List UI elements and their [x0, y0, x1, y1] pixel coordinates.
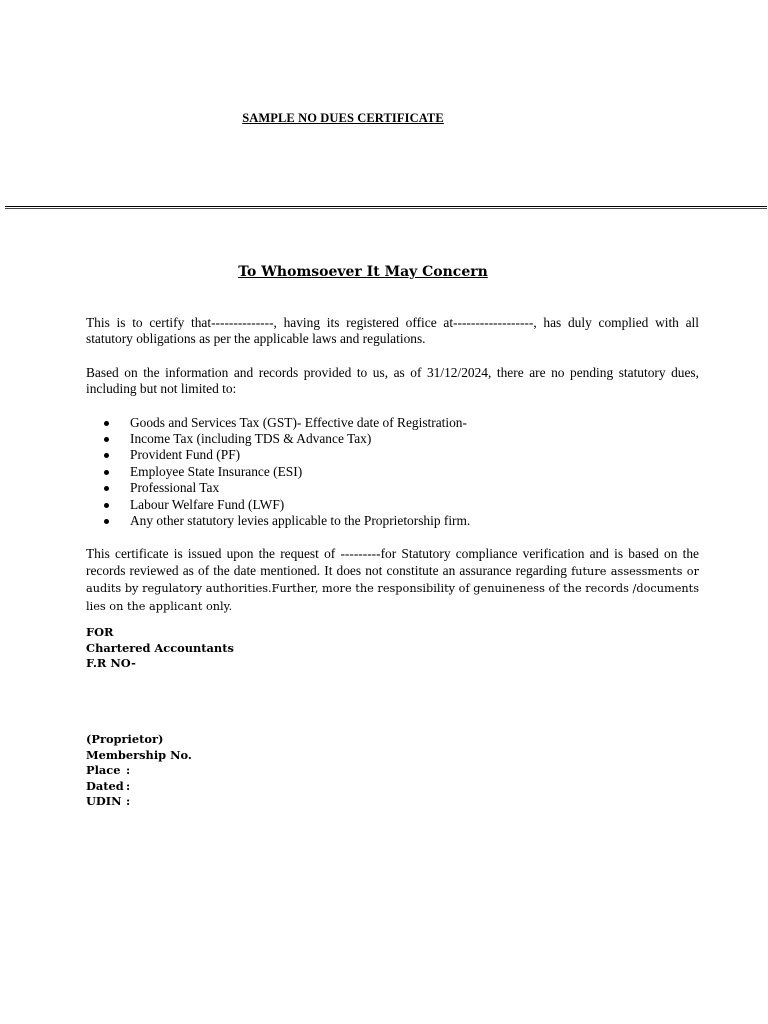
records-paragraph: Based on the information and records provided to us, as of 31/12/2024, there are no pending statutory dues, including but not limited to:: [86, 364, 699, 397]
list-item: Provident Fund (PF): [86, 447, 699, 463]
bullet-icon: [104, 486, 109, 491]
dated-label: Dated: [86, 778, 124, 793]
request-paragraph: [86, 546, 699, 615]
bullet-icon: [104, 470, 109, 475]
bullet-icon: [104, 421, 109, 426]
proprietor-block: [86, 732, 192, 810]
udin-separator: :: [126, 794, 131, 809]
bullet-icon: [104, 453, 109, 458]
certificate-body: [86, 315, 699, 615]
dues-list: [86, 415, 699, 530]
header-divider: [5, 206, 767, 207]
list-item: Labour Welfare Fund (LWF): [86, 497, 699, 513]
frn-label: F.R NO-: [86, 656, 136, 671]
udin-label: UDIN: [86, 794, 122, 809]
membership-label: Membership No.: [86, 747, 192, 762]
place-separator: :: [126, 763, 131, 778]
certify-paragraph: This is to certify that--------------, having its registered office at------------------, has duly complied with all statutory obligations as per the applicable laws and regulations.: [86, 315, 699, 347]
list-item: Income Tax (including TDS & Advance Tax): [86, 431, 699, 447]
place-field: [86, 763, 192, 779]
certificate-title: SAMPLE NO DUES CERTIFICATE: [242, 111, 444, 125]
place-label: Place: [86, 763, 121, 778]
signature-firm-block: [86, 625, 234, 672]
request-paragraph-tail: future assessments or audits by regulatory authorities.Further, more the responsibility of genuineness of the records /documents lies on the applicant only.: [86, 564, 699, 613]
bullet-icon: [104, 519, 109, 524]
bullet-icon: [104, 503, 109, 508]
list-item: Goods and Services Tax (GST)- Effective date of Registration-: [86, 415, 699, 431]
bullet-icon: [104, 437, 109, 442]
firm-label: Chartered Accountants: [86, 640, 234, 655]
salutation-heading: To Whomsoever It May Concern: [238, 264, 488, 280]
list-item: Any other statutory levies applicable to the Proprietorship firm.: [86, 513, 699, 529]
list-item: Professional Tax: [86, 480, 699, 496]
udin-field: [86, 794, 192, 810]
header-divider-secondary: [5, 208, 767, 209]
request-paragraph-main: This certificate is issued upon the request of ---------for Statutory compliance verification and is based on the records reviewed as of the date mentioned. It does not constitute an assurance regarding: [86, 546, 699, 578]
for-label: FOR: [86, 625, 114, 639]
dated-separator: :: [126, 778, 131, 793]
list-item: Employee State Insurance (ESI): [86, 464, 699, 480]
proprietor-label: (Proprietor): [86, 732, 164, 746]
dated-field: [86, 779, 192, 795]
